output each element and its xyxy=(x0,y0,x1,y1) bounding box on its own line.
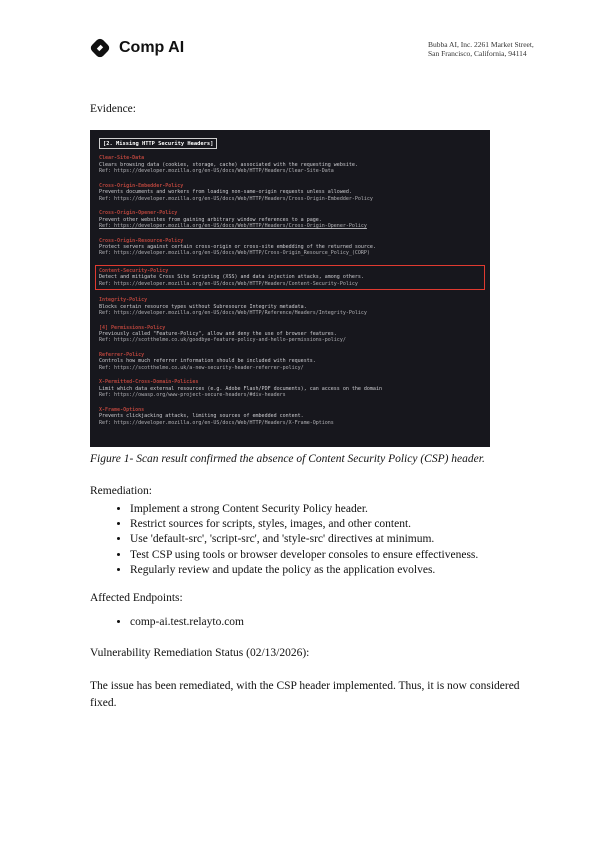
header-desc: Previously called "Feature-Policy", allow and deny the use of browser features. xyxy=(99,331,337,338)
header-ref: Ref: https://developer.mozilla.org/en-US/docs/Web/HTTP/Headers/Content-Security-Policy xyxy=(99,280,358,287)
address-line-2: San Francisco, California, 94114 xyxy=(428,49,527,58)
scan-terminal-screenshot xyxy=(90,130,490,447)
header-section-x-permitted xyxy=(99,379,481,398)
header-desc: Detect and mitigate Cross Site Scripting (XSS) and data injection attacks, among others. xyxy=(99,274,364,281)
header-section-csp-highlighted xyxy=(95,265,485,290)
header-section-coep xyxy=(99,183,481,202)
company-name: Comp AI xyxy=(119,39,185,56)
header-ref: Ref: https://scotthelme.co.uk/goodbye-feature-policy-and-hello-permissions-policy/ xyxy=(99,337,346,344)
affected-endpoints-list xyxy=(90,616,244,628)
header-name: Clear-Site-Data xyxy=(99,155,145,162)
remediation-item: • Regularly review and update the policy as the application evolves. xyxy=(130,564,478,576)
header-name: Cross-Origin-Resource-Policy xyxy=(99,237,184,244)
header-desc: Prevents documents and workers from loading non-same-origin requests unless allowed. xyxy=(99,189,352,196)
company-address xyxy=(428,40,534,58)
header-desc: Clears browsing data (cookies, storage, cache) associated with the requesting website. xyxy=(99,161,358,168)
header-section-x-frame-options xyxy=(99,407,481,426)
remediation-item: • Test CSP using tools or browser developer consoles to ensure effectiveness. xyxy=(130,549,478,561)
header-ref: Ref: https://developer.mozilla.org/en-US/docs/Web/HTTP/Headers/Cross-Origin-Opener-Policy xyxy=(99,223,367,230)
header-section-clear-site-data xyxy=(99,155,481,174)
header-desc: Limit which data external resources (e.g. Adobe Flash/PDF documents), can access on the domain xyxy=(99,385,382,392)
header-section-corp xyxy=(99,238,481,257)
remediation-heading: Remediation: xyxy=(90,485,152,497)
header-section-coop xyxy=(99,210,481,229)
header-name: Content-Security-Policy xyxy=(99,268,169,275)
address-line-1: Bubba AI, Inc. 2261 Market Street, xyxy=(428,40,534,49)
header-section-permissions-policy xyxy=(99,325,481,344)
header-ref: Ref: https://developer.mozilla.org/en-US/docs/Web/HTTP/Headers/Cross-Origin-Embedder-Policy xyxy=(99,195,373,202)
header-ref: Ref: https://developer.mozilla.org/en-US/docs/Web/HTTP/Cross-Origin_Resource_Policy_(CORP) xyxy=(99,250,370,257)
header-desc: Blocks certain resource types without Subresource Integrity metadata. xyxy=(99,303,307,310)
company-logo xyxy=(88,36,184,60)
header-section-integrity-policy xyxy=(99,297,481,316)
header-ref: Ref: https://scotthelme.co.uk/a-new-security-header-referrer-policy/ xyxy=(99,364,304,371)
header-desc: Protect servers against certain cross-origin or cross-site embedding of the returned source. xyxy=(99,244,376,251)
header-desc: Prevent other websites from gaining arbitrary window references to a page. xyxy=(99,216,322,223)
header-ref: Ref: https://developer.mozilla.org/en-US/docs/Web/HTTP/Headers/X-Frame-Options xyxy=(99,419,334,426)
figure-caption: Figure 1- Scan result confirmed the absence of Content Security Policy (CSP) header. xyxy=(90,453,485,465)
header-section-referrer-policy xyxy=(99,352,481,371)
header-name: Integrity-Policy xyxy=(99,297,148,304)
header-ref: Ref: https://owasp.org/www-project-secure-headers/#div-headers xyxy=(99,392,286,399)
header-name: X-Frame-Options xyxy=(99,406,145,413)
header-name: [4] Permissions-Policy xyxy=(99,324,166,331)
remediation-status-heading: Vulnerability Remediation Status (02/13/2026): xyxy=(90,647,310,659)
remediation-item: • Restrict sources for scripts, styles, images, and other content. xyxy=(130,518,478,530)
remediation-status-text: The issue has been remediated, with the CSP header implemented. Thus, it is now considered fixed. xyxy=(90,680,520,709)
header-ref: Ref: https://developer.mozilla.org/en-US/docs/Web/HTTP/Headers/Clear-Site-Data xyxy=(99,168,334,175)
header-ref: Ref: https://developer.mozilla.org/en-US/docs/Web/HTTP/Reference/Headers/Integrity-Policy xyxy=(99,310,367,317)
header-name: Referrer-Policy xyxy=(99,352,145,359)
terminal-title: [2. Missing HTTP Security Headers] xyxy=(99,138,217,149)
header-name: X-Permitted-Cross-Domain-Policies xyxy=(99,379,199,386)
affected-endpoints-heading: Affected Endpoints: xyxy=(90,592,183,604)
evidence-heading: Evidence: xyxy=(90,103,136,115)
comp-ai-logo-icon xyxy=(88,36,112,60)
header-name: Cross-Origin-Embedder-Policy xyxy=(99,182,184,189)
remediation-item: • Implement a strong Content Security Policy header. xyxy=(130,503,478,515)
remediation-item: • Use 'default-src', 'script-src', and 'style-src' directives at minimum. xyxy=(130,533,478,545)
header-desc: Prevents clickjacking attacks, limiting sources of embedded content. xyxy=(99,413,304,420)
affected-endpoint-item: • comp-ai.test.relayto.com xyxy=(130,616,244,628)
header-name: Cross-Origin-Opener-Policy xyxy=(99,210,178,217)
remediation-list xyxy=(90,503,478,579)
header-desc: Controls how much referrer information should be included with requests. xyxy=(99,358,316,365)
